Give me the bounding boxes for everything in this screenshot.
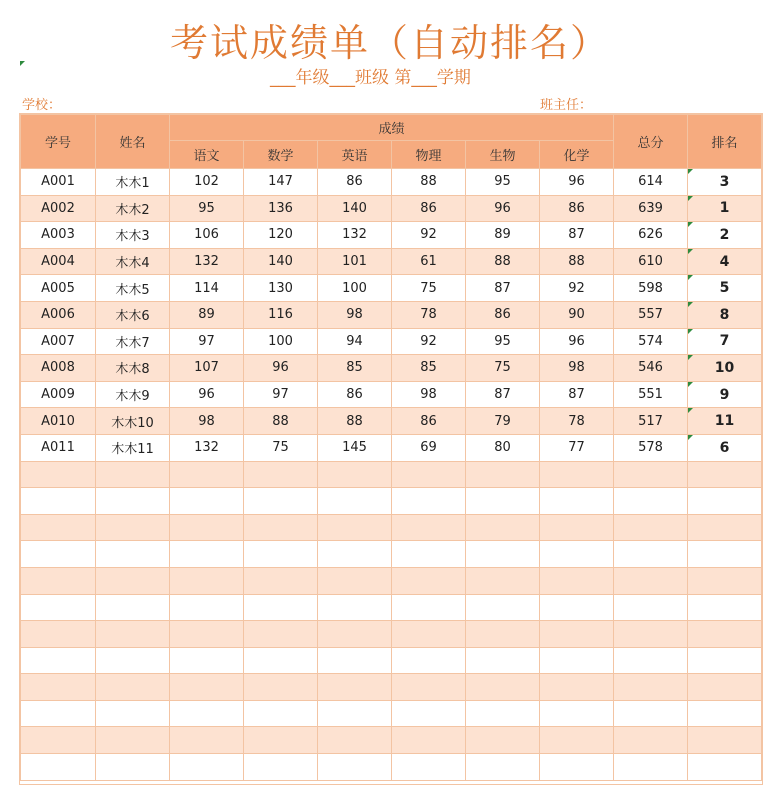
empty-cell[interactable] [614,461,688,488]
cell-score[interactable]: 69 [392,434,466,461]
empty-cell[interactable] [21,647,96,674]
empty-cell[interactable] [318,647,392,674]
cell-score[interactable]: 98 [170,408,244,435]
cell-total[interactable]: 639 [614,195,688,222]
cell-score[interactable]: 80 [466,434,540,461]
empty-cell[interactable] [96,700,170,727]
empty-cell[interactable] [392,594,466,621]
cell-score[interactable]: 75 [466,355,540,382]
rank-value: 1 [719,200,730,217]
empty-cell[interactable] [392,488,466,515]
empty-cell[interactable] [21,567,96,594]
cell-name[interactable]: 木木7 [96,328,170,355]
empty-cell[interactable] [21,514,96,541]
header-subject: 生物 [466,141,540,169]
empty-cell[interactable] [170,541,244,568]
cell-rank[interactable] [688,222,762,249]
empty-cell[interactable] [688,514,762,541]
cell-score[interactable]: 75 [392,275,466,302]
empty-cell[interactable] [614,541,688,568]
empty-cell[interactable] [244,647,318,674]
cell-id[interactable]: A010 [21,408,96,435]
cell-comment-marker [688,382,693,387]
cell-score[interactable]: 88 [244,408,318,435]
empty-table-row [21,594,762,621]
cell-score[interactable]: 87 [540,381,614,408]
cell-score[interactable]: 89 [466,222,540,249]
empty-cell[interactable] [466,514,540,541]
empty-cell[interactable] [392,621,466,648]
cell-score[interactable]: 100 [318,275,392,302]
empty-cell[interactable] [318,488,392,515]
cell-name[interactable]: 木木8 [96,355,170,382]
empty-cell[interactable] [96,594,170,621]
empty-table-row [21,621,762,648]
empty-cell[interactable] [170,461,244,488]
header-scores-group: 成绩 [170,115,614,141]
cell-score[interactable]: 145 [318,434,392,461]
cell-score[interactable]: 106 [170,222,244,249]
cell-id[interactable]: A004 [21,248,96,275]
empty-cell[interactable] [244,727,318,754]
cell-score[interactable]: 86 [392,195,466,222]
cell-rank[interactable] [688,248,762,275]
cell-score[interactable]: 88 [318,408,392,435]
cell-comment-marker [688,169,693,174]
empty-cell[interactable] [540,621,614,648]
empty-cell[interactable] [392,514,466,541]
empty-cell[interactable] [318,461,392,488]
rank-value: 6 [719,439,730,456]
rank-value: 11 [714,413,735,430]
cell-name[interactable]: 木木5 [96,275,170,302]
empty-cell[interactable] [21,488,96,515]
cell-score[interactable]: 88 [466,248,540,275]
empty-cell[interactable] [688,621,762,648]
empty-cell[interactable] [96,674,170,701]
cell-score[interactable]: 86 [318,381,392,408]
cell-score[interactable]: 140 [318,195,392,222]
empty-cell[interactable] [466,488,540,515]
cell-id[interactable]: A001 [21,169,96,196]
empty-cell[interactable] [540,514,614,541]
empty-cell[interactable] [540,594,614,621]
empty-cell[interactable] [96,727,170,754]
empty-cell[interactable] [318,594,392,621]
empty-cell[interactable] [170,514,244,541]
cell-total[interactable]: 557 [614,301,688,328]
cell-score[interactable]: 79 [466,408,540,435]
cell-total[interactable]: 551 [614,381,688,408]
rank-value: 2 [719,226,730,243]
empty-cell[interactable] [318,541,392,568]
cell-score[interactable]: 136 [244,195,318,222]
empty-cell[interactable] [21,674,96,701]
cell-score[interactable]: 97 [244,381,318,408]
empty-table-row [21,647,762,674]
cell-score[interactable]: 90 [540,301,614,328]
cell-score[interactable]: 86 [540,195,614,222]
cell-score[interactable]: 102 [170,169,244,196]
cell-score[interactable]: 92 [540,275,614,302]
empty-cell[interactable] [688,488,762,515]
cell-score[interactable]: 132 [318,222,392,249]
cell-rank[interactable] [688,328,762,355]
header-name: 姓名 [96,115,170,169]
cell-comment-marker [20,61,25,66]
empty-cell[interactable] [688,674,762,701]
cell-rank[interactable] [688,195,762,222]
cell-id[interactable]: A008 [21,355,96,382]
empty-table-row [21,674,762,701]
cell-score[interactable]: 114 [170,275,244,302]
cell-id[interactable]: A003 [21,222,96,249]
cell-name[interactable]: 木木4 [96,248,170,275]
cell-score[interactable]: 96 [244,355,318,382]
header-subject: 物理 [392,141,466,169]
empty-cell[interactable] [21,754,96,781]
cell-score[interactable]: 75 [244,434,318,461]
cell-score[interactable]: 92 [392,222,466,249]
table-row [21,328,762,355]
cell-total[interactable]: 598 [614,275,688,302]
empty-cell[interactable] [21,621,96,648]
school-label: 学校： [22,98,62,113]
empty-cell[interactable] [392,754,466,781]
empty-cell[interactable] [318,621,392,648]
cell-name[interactable]: 木木1 [96,169,170,196]
empty-cell[interactable] [540,567,614,594]
empty-cell[interactable] [21,541,96,568]
teacher-label: 班主任： [540,98,593,113]
cell-name[interactable]: 木木9 [96,381,170,408]
empty-cell[interactable] [96,621,170,648]
cell-score[interactable]: 78 [540,408,614,435]
header-id: 学号 [21,115,96,169]
empty-cell[interactable] [614,488,688,515]
empty-cell[interactable] [614,727,688,754]
empty-cell[interactable] [614,647,688,674]
cell-score[interactable]: 85 [392,355,466,382]
cell-comment-marker [688,355,693,360]
cell-name[interactable]: 木木10 [96,408,170,435]
empty-cell[interactable] [96,488,170,515]
empty-cell[interactable] [318,700,392,727]
empty-cell[interactable] [540,541,614,568]
cell-score[interactable]: 147 [244,169,318,196]
empty-cell[interactable] [540,647,614,674]
rank-value: 3 [719,173,730,190]
empty-cell[interactable] [614,700,688,727]
cell-score[interactable]: 87 [466,381,540,408]
empty-cell[interactable] [540,488,614,515]
cell-score[interactable]: 100 [244,328,318,355]
empty-cell[interactable] [96,541,170,568]
cell-name[interactable]: 木木11 [96,434,170,461]
empty-cell[interactable] [392,567,466,594]
cell-score[interactable]: 96 [466,195,540,222]
empty-cell[interactable] [392,727,466,754]
cell-comment-marker [688,435,693,440]
cell-rank[interactable] [688,434,762,461]
cell-score[interactable]: 78 [392,301,466,328]
rank-value: 4 [719,253,730,270]
empty-cell[interactable] [244,674,318,701]
empty-cell[interactable] [170,567,244,594]
cell-id[interactable]: A011 [21,434,96,461]
header-total: 总分 [614,115,688,169]
empty-cell[interactable] [392,674,466,701]
cell-rank[interactable] [688,408,762,435]
empty-cell[interactable] [21,700,96,727]
empty-cell[interactable] [466,754,540,781]
cell-id[interactable]: A005 [21,275,96,302]
rank-value: 5 [719,280,730,297]
rank-value: 7 [719,333,730,350]
cell-score[interactable]: 86 [392,408,466,435]
empty-cell[interactable] [466,647,540,674]
empty-cell[interactable] [614,621,688,648]
empty-cell[interactable] [318,754,392,781]
empty-table-row [21,514,762,541]
empty-cell[interactable] [170,700,244,727]
cell-comment-marker [688,408,693,413]
header-subject: 数学 [244,141,318,169]
empty-cell[interactable] [466,700,540,727]
cell-rank[interactable] [688,301,762,328]
empty-table-row [21,754,762,781]
empty-cell[interactable] [21,461,96,488]
empty-cell[interactable] [614,674,688,701]
cell-score[interactable]: 92 [392,328,466,355]
empty-cell[interactable] [540,461,614,488]
empty-cell[interactable] [466,461,540,488]
empty-table-row [21,727,762,754]
empty-cell[interactable] [244,700,318,727]
cell-score[interactable]: 130 [244,275,318,302]
empty-cell[interactable] [170,674,244,701]
cell-comment-marker [688,196,693,201]
cell-comment-marker [688,302,693,307]
cell-score[interactable]: 98 [540,355,614,382]
cell-total[interactable]: 614 [614,169,688,196]
table-row [21,434,762,461]
empty-cell[interactable] [170,621,244,648]
empty-cell[interactable] [318,514,392,541]
table-row [21,301,762,328]
cell-score[interactable]: 89 [170,301,244,328]
cell-score[interactable]: 140 [244,248,318,275]
table-row [21,381,762,408]
empty-cell[interactable] [244,461,318,488]
empty-cell[interactable] [170,647,244,674]
cell-score[interactable]: 88 [392,169,466,196]
empty-cell[interactable] [688,700,762,727]
empty-cell[interactable] [318,727,392,754]
cell-comment-marker [688,329,693,334]
empty-cell[interactable] [392,541,466,568]
empty-cell[interactable] [688,567,762,594]
cell-comment-marker [688,249,693,254]
sheet-title: 考试成绩单（自动排名） [169,21,610,65]
empty-table-row [21,567,762,594]
table-row [21,355,762,382]
empty-cell[interactable] [540,754,614,781]
empty-cell[interactable] [96,567,170,594]
empty-cell[interactable] [244,567,318,594]
empty-cell[interactable] [688,461,762,488]
cell-score[interactable]: 96 [170,381,244,408]
cell-rank[interactable] [688,355,762,382]
table-row [21,248,762,275]
empty-cell[interactable] [170,594,244,621]
empty-cell[interactable] [688,647,762,674]
cell-id[interactable]: A007 [21,328,96,355]
empty-cell[interactable] [244,541,318,568]
empty-cell[interactable] [466,621,540,648]
cell-score[interactable]: 96 [540,328,614,355]
cell-score[interactable]: 87 [466,275,540,302]
empty-cell[interactable] [466,594,540,621]
cell-score[interactable]: 87 [540,222,614,249]
empty-cell[interactable] [244,754,318,781]
empty-cell[interactable] [96,514,170,541]
table-row [21,222,762,249]
empty-cell[interactable] [540,727,614,754]
table-body [21,169,762,781]
rank-value: 10 [714,359,735,376]
rank-value: 9 [719,386,730,403]
empty-cell[interactable] [688,541,762,568]
cell-score[interactable]: 95 [466,169,540,196]
empty-cell[interactable] [688,594,762,621]
empty-cell[interactable] [318,674,392,701]
cell-score[interactable]: 88 [540,248,614,275]
empty-cell[interactable] [614,594,688,621]
empty-table-row [21,541,762,568]
table-row [21,275,762,302]
empty-cell[interactable] [170,754,244,781]
empty-cell[interactable] [244,594,318,621]
cell-name[interactable]: 木木6 [96,301,170,328]
empty-cell[interactable] [21,727,96,754]
cell-score[interactable]: 85 [318,355,392,382]
cell-comment-marker [688,222,693,227]
cell-score[interactable]: 101 [318,248,392,275]
empty-cell[interactable] [170,488,244,515]
cell-score[interactable]: 95 [466,328,540,355]
empty-cell[interactable] [244,514,318,541]
cell-rank[interactable] [688,169,762,196]
empty-cell[interactable] [96,461,170,488]
empty-cell[interactable] [318,567,392,594]
table-row [21,169,762,196]
sheet-subtitle: ___年级___班级 第___学期 [270,68,471,88]
cell-score[interactable]: 107 [170,355,244,382]
table-row [21,408,762,435]
empty-table-row [21,488,762,515]
cell-total[interactable]: 546 [614,355,688,382]
empty-cell[interactable] [244,488,318,515]
empty-cell[interactable] [466,541,540,568]
grades-table [20,114,762,781]
cell-total[interactable]: 574 [614,328,688,355]
cell-score[interactable]: 120 [244,222,318,249]
cell-name[interactable]: 木木2 [96,195,170,222]
cell-score[interactable]: 98 [318,301,392,328]
empty-cell[interactable] [392,700,466,727]
empty-cell[interactable] [614,514,688,541]
empty-cell[interactable] [688,754,762,781]
empty-cell[interactable] [392,647,466,674]
rank-value: 8 [719,306,730,323]
empty-cell[interactable] [466,567,540,594]
table-row [21,195,762,222]
cell-score[interactable]: 61 [392,248,466,275]
header-subject: 化学 [540,141,614,169]
cell-score[interactable]: 132 [170,248,244,275]
cell-score[interactable]: 86 [466,301,540,328]
cell-name[interactable]: 木木3 [96,222,170,249]
empty-cell[interactable] [392,461,466,488]
cell-score[interactable]: 94 [318,328,392,355]
header-subject: 英语 [318,141,392,169]
empty-cell[interactable] [614,754,688,781]
empty-cell[interactable] [21,594,96,621]
cell-rank[interactable] [688,275,762,302]
cell-total[interactable]: 626 [614,222,688,249]
empty-cell[interactable] [540,674,614,701]
empty-cell[interactable] [96,647,170,674]
cell-score[interactable]: 98 [392,381,466,408]
empty-cell[interactable] [96,754,170,781]
empty-cell[interactable] [614,567,688,594]
cell-score[interactable]: 77 [540,434,614,461]
cell-score[interactable]: 96 [540,169,614,196]
cell-id[interactable]: A006 [21,301,96,328]
empty-table-row [21,461,762,488]
empty-cell[interactable] [466,727,540,754]
cell-comment-marker [688,275,693,280]
cell-score[interactable]: 116 [244,301,318,328]
empty-cell[interactable] [540,700,614,727]
cell-rank[interactable] [688,381,762,408]
header-subject: 语文 [170,141,244,169]
cell-score[interactable]: 95 [170,195,244,222]
cell-total[interactable]: 517 [614,408,688,435]
empty-cell[interactable] [466,674,540,701]
empty-cell[interactable] [688,727,762,754]
cell-score[interactable]: 86 [318,169,392,196]
cell-id[interactable]: A002 [21,195,96,222]
cell-score[interactable]: 132 [170,434,244,461]
empty-cell[interactable] [244,621,318,648]
empty-cell[interactable] [170,727,244,754]
cell-score[interactable]: 97 [170,328,244,355]
empty-table-row [21,700,762,727]
cell-id[interactable]: A009 [21,381,96,408]
cell-total[interactable]: 610 [614,248,688,275]
header-rank: 排名 [688,115,762,169]
cell-total[interactable]: 578 [614,434,688,461]
